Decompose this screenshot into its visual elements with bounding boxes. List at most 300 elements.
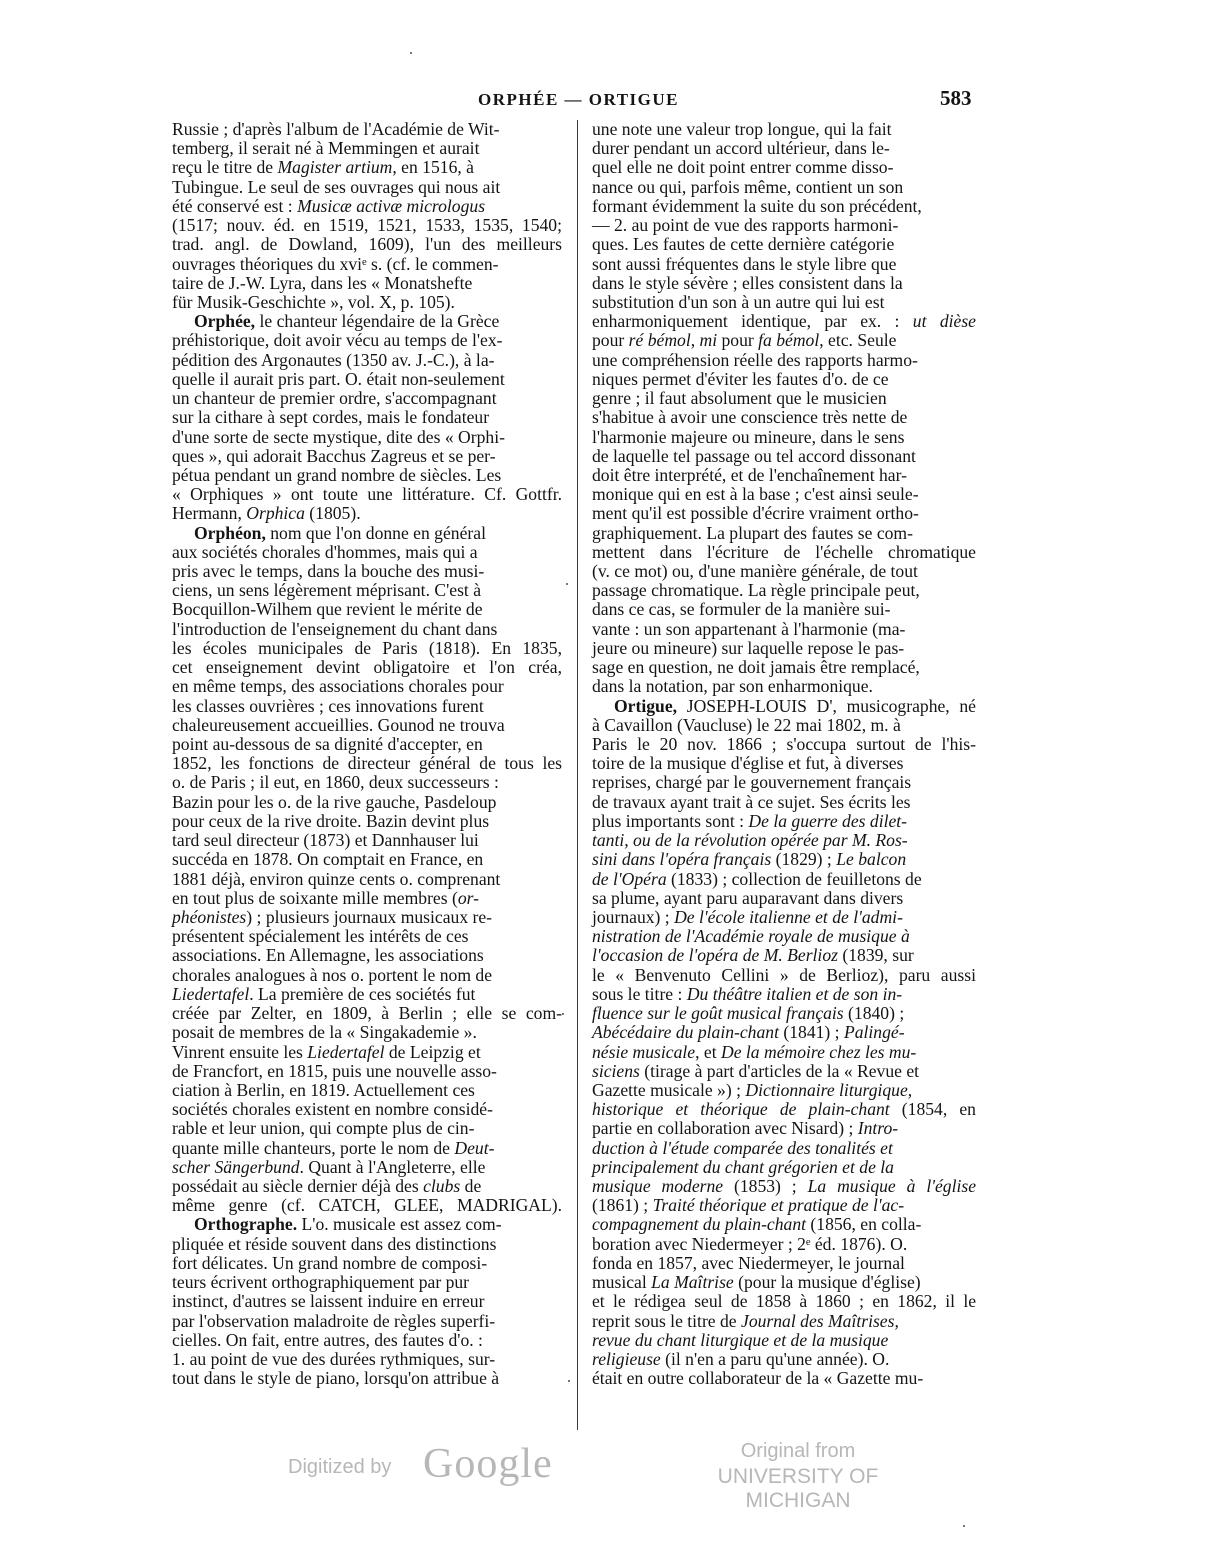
italic-text: musique moderne <box>592 1176 724 1197</box>
text-run: passage chromatique. La règle principale peut, <box>592 580 920 601</box>
text-run: jeure ou mineure) sur laquelle repose le pas- <box>592 637 905 658</box>
text-line <box>592 850 976 869</box>
italic-text: Palingé- <box>843 1022 905 1043</box>
entry-headword: Orphée, <box>194 311 256 332</box>
text-line <box>592 504 976 523</box>
entry-headword: Ortigue, <box>614 695 678 716</box>
text-line <box>172 927 562 946</box>
italic-text: ut dièse <box>912 311 976 332</box>
italic-text: Orphica <box>246 503 305 524</box>
text-run: (1839, sur <box>837 945 914 966</box>
text-line <box>172 985 562 1004</box>
page-header-title: ORPHÉE — ORTIGUE <box>478 90 679 109</box>
text-line <box>592 331 976 350</box>
text-run: vante : un son appartenant à l'harmonie (ma- <box>592 618 906 639</box>
italic-text: mi <box>699 330 718 351</box>
text-line <box>592 485 976 504</box>
italic-text: fa bémol <box>758 330 820 351</box>
italic-text: Dictionnaire liturgique, <box>745 1079 913 1100</box>
text-run: ment qu'il est possible d'écrire vraiment ortho- <box>592 503 919 524</box>
italic-text: Du théâtre italien et de son in- <box>686 983 903 1004</box>
text-run: Russie ; d'après l'album de l'Académie de Wit- <box>172 119 500 139</box>
text-run: quante mille chanteurs, porte le nom de <box>172 1137 455 1158</box>
italic-text: Musicæ activæ micrologus <box>297 195 486 216</box>
text-run: point au-dessous de sa dignité d'accepter, en <box>172 734 483 754</box>
text-line <box>592 735 976 754</box>
text-run: était en outre collaborateur de la « Gazette mu- <box>592 1368 924 1389</box>
text-line <box>172 197 562 216</box>
text-run: reçu le titre de <box>172 157 278 178</box>
text-run: ouvrages théoriques du xviᵉ s. (cf. le commen- <box>172 253 499 274</box>
text-line <box>592 408 976 427</box>
text-run: associations. En Allemagne, les associations <box>172 945 484 966</box>
text-line <box>172 908 562 927</box>
scan-speck <box>568 1380 570 1382</box>
text-run: formant évidemment la suite du son précédent, <box>592 195 922 216</box>
text-line <box>172 447 562 466</box>
text-run: et le rédigea seul de 1858 à 1860 ; en 1862, il le <box>592 1291 977 1312</box>
italic-text: l'occasion de l'opéra de M. Berlioz <box>592 945 838 966</box>
text-line <box>592 543 976 562</box>
text-run: (1840) ; <box>843 1003 905 1024</box>
text-line <box>592 754 976 773</box>
text-run: 1. au point de vue des durées rythmiques, sur- <box>172 1349 496 1369</box>
text-line <box>172 677 562 696</box>
text-run: Paris le 20 nov. 1866 ; s'occupa surtout de l'his- <box>592 734 976 754</box>
italic-text: Liedertafel <box>172 983 250 1004</box>
italic-text: Traité théorique et pratique de l'ac- <box>652 1195 905 1216</box>
text-run: en même temps, des associations chorales pour <box>172 676 504 697</box>
text-run: (1853) ; <box>723 1176 808 1197</box>
text-run: pris avec le temps, dans la bouche des musi- <box>172 561 485 582</box>
text-line <box>172 1235 562 1254</box>
text-run: (tirage à part d'articles de la « Revue et <box>639 1060 920 1081</box>
italic-text: religieuse <box>592 1349 661 1369</box>
italic-text: or- <box>457 887 479 908</box>
text-run: tout dans le style de piano, lorsqu'on attribue à <box>172 1368 500 1389</box>
text-line <box>592 312 976 331</box>
text-line <box>592 870 976 889</box>
text-run: ciation à Berlin, en 1819. Actuellement ces <box>172 1079 475 1100</box>
text-line <box>592 524 976 543</box>
text-run: reprit sous le titre de <box>592 1310 742 1331</box>
text-line <box>172 1062 562 1081</box>
text-line <box>592 274 976 293</box>
text-line <box>172 716 562 735</box>
text-run: (1517; nouv. éd. en 1519, 1521, 1533, 1535, 1540; <box>172 215 562 236</box>
text-run: ciens, un sens légèrement méprisant. C'est à <box>172 580 482 601</box>
text-line <box>592 966 976 985</box>
text-line <box>592 773 976 792</box>
text-line <box>172 735 562 754</box>
text-run: même genre (cf. CATCH, GLEE, MADRIGAL). <box>172 1195 563 1216</box>
text-run: 1852, les fonctions de directeur général de tous les <box>172 753 563 774</box>
text-run: ) ; plusieurs journaux musicaux re- <box>246 906 493 927</box>
text-line <box>592 1139 976 1158</box>
text-run: sous le titre : <box>592 983 687 1004</box>
text-run: fort délicates. Un grand nombre de composi- <box>172 1252 488 1273</box>
text-line <box>172 466 562 485</box>
italic-text: revue du chant liturgique et de la musique <box>592 1329 889 1350</box>
text-run: , etc. Seule <box>819 330 897 351</box>
text-line <box>592 1177 976 1196</box>
text-line <box>172 274 562 293</box>
entry-headword: Orthographe. <box>194 1214 298 1235</box>
text-run: ques », qui adorait Bacchus Zagreus et se per- <box>172 445 496 466</box>
text-line <box>172 1139 562 1158</box>
text-line <box>592 1254 976 1273</box>
text-run: tard seul directeur (1873) et Dannhauser lui <box>172 830 479 851</box>
page-number: 583 <box>940 86 972 110</box>
text-run: monique qui en est à la base ; c'est ainsi seule- <box>592 484 919 505</box>
text-line <box>592 793 976 812</box>
text-line <box>172 1043 562 1062</box>
left-column <box>172 120 562 1388</box>
text-run: trad. angl. de Dowland, 1609), l'un des meilleurs <box>172 234 563 255</box>
text-run: (1861) ; <box>592 1195 653 1216</box>
text-line <box>172 754 562 773</box>
text-line <box>592 1235 976 1254</box>
text-line <box>172 658 562 677</box>
text-line <box>592 1331 976 1350</box>
text-line <box>172 946 562 965</box>
text-line <box>592 370 976 389</box>
text-line <box>592 1273 976 1292</box>
text-run: . La première de ces sociétés fut <box>249 983 476 1004</box>
text-line <box>592 1043 976 1062</box>
text-line <box>172 793 562 812</box>
text-run: pédition des Argonautes (1350 av. J.-C.), à la- <box>172 349 495 370</box>
text-run: , et <box>695 1041 721 1062</box>
text-run: reprises, chargé par le gouvernement français <box>592 772 912 793</box>
text-line <box>172 255 562 274</box>
text-line <box>592 216 976 235</box>
text-line <box>592 581 976 600</box>
text-line <box>172 889 562 908</box>
text-run: nom que l'on donne en général <box>265 522 486 543</box>
text-run: une note une valeur trop longue, qui la fait <box>592 119 892 139</box>
text-line <box>592 639 976 658</box>
text-line <box>592 716 976 735</box>
text-run: ques. Les fautes de cette dernière catégorie <box>592 234 895 255</box>
text-line <box>592 831 976 850</box>
text-run: dans la notation, par son enharmonique. <box>592 676 873 697</box>
text-line <box>592 447 976 466</box>
text-run: pliquée et réside souvent dans des distinctions <box>172 1233 497 1254</box>
italic-text: Abécédaire du plain-chant <box>592 1022 779 1043</box>
text-line <box>592 255 976 274</box>
text-run: (1841) ; <box>778 1022 844 1043</box>
text-run: de <box>460 1176 482 1197</box>
text-line <box>592 1292 976 1311</box>
text-line <box>592 1158 976 1177</box>
text-line <box>172 158 562 177</box>
text-line <box>172 216 562 235</box>
text-run: à Cavaillon (Vaucluse) le 22 mai 1802, m. à <box>592 714 901 735</box>
text-run: de Leipzig et <box>384 1041 481 1062</box>
italic-text: duction à l'étude comparée des tonalités et <box>592 1137 893 1158</box>
text-run: Tubingue. Le seul de ses ouvrages qui nous ait <box>172 176 501 197</box>
text-run: les écoles municipales de Paris (1818). En 1835, <box>172 637 562 658</box>
text-run: toire de la musique d'église et fut, à diverses <box>592 753 904 774</box>
text-run: chorales analogues à nos o. portent le nom de <box>172 964 493 985</box>
text-line <box>592 562 976 581</box>
text-run: sage en question, ne doit jamais être remplacé, <box>592 657 920 678</box>
text-line <box>592 178 976 197</box>
text-line <box>592 677 976 696</box>
text-line <box>592 389 976 408</box>
text-run: (1833) ; collection de feuilletons de <box>666 868 922 889</box>
text-line <box>172 1119 562 1138</box>
text-line <box>172 812 562 831</box>
text-run: mettent dans l'écriture de l'échelle chromatique <box>592 541 976 562</box>
text-run: chaleureusement accueillies. Gounod ne trouva <box>172 714 505 735</box>
text-run: graphiquement. La plupart des fautes se com- <box>592 522 913 543</box>
text-line <box>172 312 562 331</box>
text-run: de Francfort, en 1815, puis une nouvelle asso- <box>172 1060 497 1081</box>
italic-text: compagnement du plain-chant <box>592 1214 807 1235</box>
text-run: sont aussi fréquentes dans le style libre que <box>592 253 897 274</box>
text-line <box>592 658 976 677</box>
text-line <box>172 639 562 658</box>
italic-text: Liedertafel <box>307 1041 385 1062</box>
text-line <box>592 235 976 254</box>
text-run: (1854, en <box>889 1099 976 1120</box>
text-run: , <box>690 330 700 351</box>
text-run: — 2. au point de vue des rapports harmoni- <box>592 215 899 236</box>
text-run: succéda en 1878. On comptait en France, en <box>172 849 484 870</box>
text-run: pour <box>592 330 629 351</box>
text-line <box>172 581 562 600</box>
italic-text: sini dans l'opéra français <box>592 849 772 870</box>
text-line <box>172 850 562 869</box>
text-line <box>172 408 562 427</box>
text-run: sur la cithare à sept cordes, mais le fondateur <box>172 407 490 428</box>
italic-text: de l'Opéra <box>592 868 667 889</box>
text-run: (v. ce mot) ou, d'une manière générale, de tout <box>592 561 918 582</box>
text-line <box>172 389 562 408</box>
text-line <box>592 620 976 639</box>
italic-text: La Maîtrise <box>651 1272 734 1293</box>
italic-text: Magister artium <box>277 157 393 178</box>
text-line <box>172 1081 562 1100</box>
text-line <box>172 1292 562 1311</box>
text-run: posait de membres de la « Singakademie ». <box>172 1022 477 1043</box>
text-run: . Quant à l'Angleterre, elle <box>299 1156 486 1177</box>
text-line <box>172 1177 562 1196</box>
text-run: cielles. On fait, entre autres, des fautes d'o. : <box>172 1329 483 1350</box>
text-run: présentent spécialement les intérêts de ces <box>172 926 469 947</box>
text-run: JOSEPH-LOUIS D', musicographe, né <box>677 695 976 716</box>
text-run: fonda en 1857, avec Niedermeyer, le journal <box>592 1252 905 1273</box>
text-run: d'une sorte de secte mystique, dite des « Orphi- <box>172 426 505 447</box>
text-line <box>172 351 562 370</box>
text-run: « Orphiques » ont toute une littérature. Cf. Gottfr. <box>172 484 563 505</box>
text-run: possédait au siècle dernier déjà des <box>172 1176 424 1197</box>
text-line <box>592 158 976 177</box>
text-line <box>592 889 976 908</box>
text-run: substitution d'un son à un autre qui lui est <box>592 291 885 312</box>
text-line <box>172 562 562 581</box>
text-line <box>172 120 562 139</box>
text-run: nance ou qui, parfois même, contient un son <box>592 176 904 197</box>
text-run: Bocquillon-Wilhem que revient le mérite de <box>172 599 483 620</box>
text-line <box>592 1004 976 1023</box>
text-line <box>172 831 562 850</box>
text-run: pour <box>717 330 759 351</box>
text-run: été conservé est : <box>172 195 298 216</box>
italic-text: Le balcon <box>836 849 907 870</box>
italic-text: De l'école italienne et de l'admi- <box>674 906 903 927</box>
scan-speck <box>963 1525 965 1527</box>
text-run: Vinrent ensuite les <box>172 1041 308 1062</box>
text-run: teurs écrivent orthographiquement par pur <box>172 1272 470 1293</box>
text-line <box>172 1331 562 1350</box>
text-line <box>172 1273 562 1292</box>
text-line <box>172 370 562 389</box>
text-run: cet enseignement devint obligatoire et l'on créa, <box>172 657 562 678</box>
text-run: niques permet d'éviter les fautes d'o. de ce <box>592 368 889 389</box>
text-line <box>172 870 562 889</box>
italic-text: principalement du chant grégorien et de la <box>592 1156 894 1177</box>
text-run: L'o. musicale est assez com- <box>297 1214 502 1235</box>
text-run: journaux) ; <box>592 906 675 927</box>
text-run: le chanteur légendaire de la Grèce <box>255 311 500 332</box>
text-line <box>592 812 976 831</box>
italic-text: Intro- <box>857 1118 899 1139</box>
text-run: l'harmonie majeure ou mineure, dans le sens <box>592 426 905 447</box>
running-head <box>0 86 1207 116</box>
text-line <box>592 466 976 485</box>
italic-text: nésie musicale <box>592 1041 696 1062</box>
text-line <box>592 1369 976 1388</box>
text-line <box>592 1312 976 1331</box>
text-run: partie en collaboration avec Nisard) ; <box>592 1118 858 1139</box>
text-line <box>172 235 562 254</box>
text-run: (1856, en colla- <box>806 1214 922 1235</box>
text-line <box>592 197 976 216</box>
text-line <box>592 927 976 946</box>
text-line <box>592 293 976 312</box>
text-run: (il n'en a paru qu'une année). O. <box>660 1349 890 1369</box>
text-run: aux sociétés chorales d'hommes, mais qui a <box>172 541 478 562</box>
text-run: l'introduction de l'enseignement du chant dans <box>172 618 498 639</box>
text-line <box>592 1062 976 1081</box>
text-line <box>172 1196 562 1215</box>
italic-text: nistration de l'Académie royale de musique à <box>592 926 910 947</box>
italic-text: La musique à l'église <box>807 1176 977 1197</box>
text-run: Hermann, <box>172 503 247 524</box>
text-line <box>592 428 976 447</box>
text-run: boration avec Niedermeyer ; 2ᵉ éd. 1876). O. <box>592 1233 908 1254</box>
text-line <box>172 1004 562 1023</box>
text-line <box>592 1196 976 1215</box>
text-run: , en 1516, à <box>392 157 474 178</box>
text-line <box>172 1023 562 1042</box>
text-run: temberg, il serait né à Memmingen et aurait <box>172 138 480 159</box>
italic-text: siciens <box>592 1060 640 1081</box>
text-line <box>172 178 562 197</box>
text-run: une compréhension réelle des rapports harmo- <box>592 349 918 370</box>
text-line <box>172 1312 562 1331</box>
text-line <box>592 1350 976 1369</box>
italic-text: historique et théorique de plain-chant <box>592 1099 890 1120</box>
text-run: pour ceux de la rive droite. Bazin devint plus <box>172 810 490 831</box>
italic-text: Deut- <box>454 1137 495 1158</box>
text-line <box>172 1100 562 1119</box>
text-line <box>172 1158 562 1177</box>
text-run: (1829) ; <box>771 849 837 870</box>
right-column <box>592 120 976 1388</box>
text-run: préhistorique, doit avoir vécu au temps de l'ex- <box>172 330 503 351</box>
text-run: pétua pendant un grand nombre de siècles. Les <box>172 464 502 485</box>
text-run: (1805). <box>304 503 361 524</box>
text-run: 1881 déjà, environ quinze cents o. comprenant <box>172 868 501 889</box>
text-run: taire de J.-W. Lyra, dans les « Monatshefte <box>172 272 473 293</box>
institution-name: UNIVERSITY OF MICHIGAN <box>717 1465 879 1512</box>
text-line <box>592 1023 976 1042</box>
text-run: s'habitue à avoir une conscience très nette de <box>592 407 908 428</box>
text-line <box>172 620 562 639</box>
text-line <box>592 1215 976 1234</box>
text-run: de travaux ayant trait à ce sujet. Ses écrits les <box>592 791 911 812</box>
text-run: les classes ouvrières ; ces innovations furent <box>172 695 484 716</box>
text-run: par l'observation maladroite de règles superfi- <box>172 1310 496 1331</box>
digitized-by-google-watermark <box>288 1440 588 1490</box>
text-run: (pour la musique d'église) <box>733 1272 921 1293</box>
text-run: Gazette musicale ») ; <box>592 1079 746 1100</box>
text-run: le « Benvenuto Cellini » de Berlioz), paru aussi <box>592 964 976 985</box>
text-line <box>172 428 562 447</box>
original-from-label: Original from <box>740 1440 856 1462</box>
text-line <box>592 697 976 716</box>
italic-text: scher Sängerbund <box>172 1156 300 1177</box>
text-run: en tout plus de soixante mille membres ( <box>172 887 458 908</box>
scan-speck <box>566 583 568 585</box>
text-line <box>592 946 976 965</box>
text-run: dans le style sévère ; elles consistent dans la <box>592 272 903 293</box>
original-from-watermark <box>668 1440 928 1512</box>
text-line <box>172 485 562 504</box>
text-run: instinct, d'autres se laissent induire en erreur <box>172 1291 485 1312</box>
text-run: o. de Paris ; il eut, en 1860, deux successeurs : <box>172 772 499 793</box>
text-line <box>592 1119 976 1138</box>
text-line <box>172 543 562 562</box>
entry-headword: Orphéon, <box>194 522 266 543</box>
text-line <box>172 773 562 792</box>
text-run: sociétés chorales existent en nombre considé- <box>172 1099 493 1120</box>
scan-speck <box>562 1013 564 1015</box>
text-run: musical <box>592 1272 652 1293</box>
text-run: durer pendant un accord ultérieur, dans le- <box>592 138 890 159</box>
italic-text: fluence sur le goût musical français <box>592 1003 844 1024</box>
text-line <box>592 120 976 139</box>
italic-text: ré bémol <box>628 330 691 351</box>
text-line <box>592 139 976 158</box>
text-line <box>592 351 976 370</box>
italic-text: Journal des Maîtrises, <box>741 1310 899 1331</box>
text-run: dans ce cas, se formuler de la manière sui- <box>592 599 891 620</box>
text-line <box>592 985 976 1004</box>
scan-speck <box>410 52 412 54</box>
text-line <box>592 1100 976 1119</box>
text-line <box>172 504 562 523</box>
italic-text: phéonistes <box>172 906 247 927</box>
text-line <box>172 697 562 716</box>
text-run: créée par Zelter, en 1809, à Berlin ; elle se com- <box>172 1003 563 1024</box>
text-run: sa plume, ayant paru auparavant dans divers <box>592 887 904 908</box>
text-line <box>172 600 562 619</box>
